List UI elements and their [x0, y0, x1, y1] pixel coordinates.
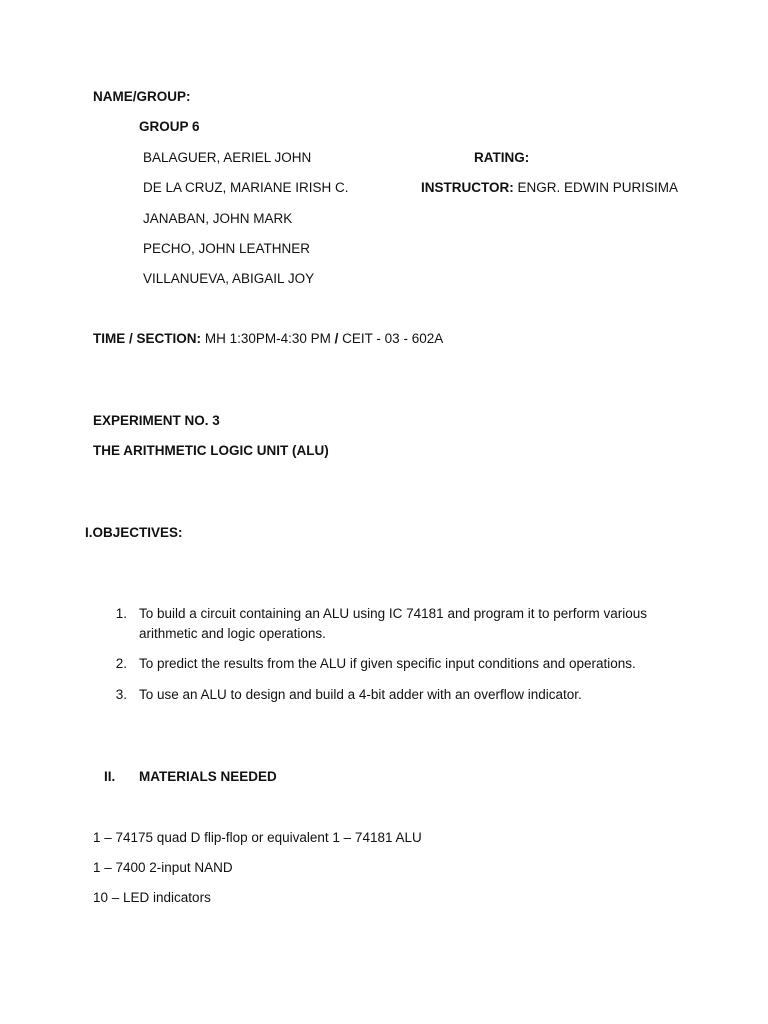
time-section-separator: / [334, 331, 339, 346]
rating-label: RATING: [474, 150, 530, 165]
group-name: GROUP 6 [139, 119, 200, 134]
material-item: 1 – 74175 quad D flip-flop or equivalent 1 – 74181 ALU [93, 830, 422, 845]
material-item: 10 – LED indicators [93, 890, 211, 905]
experiment-title: THE ARITHMETIC LOGIC UNIT (ALU) [93, 443, 329, 458]
materials-marker: II. [104, 769, 116, 784]
instructor-line [421, 179, 678, 197]
instructor-value: ENGR. EDWIN PURISIMA [517, 180, 679, 195]
member-name: PECHO, JOHN LEATHNER [143, 241, 311, 256]
time-label: TIME [93, 331, 126, 346]
time-section-separator: / [129, 331, 133, 346]
list-marker: 3. [115, 687, 127, 702]
objective-item: To build a circuit containing an ALU using IC 74181 and program it to perform various arithmetic and logic operations. [139, 606, 648, 641]
section-label: SECTION: [136, 331, 202, 346]
list-marker: 1. [115, 606, 127, 621]
material-item: 1 – 7400 2-input NAND [93, 860, 233, 875]
instructor-label: INSTRUCTOR: [421, 180, 514, 195]
section-value: CEIT - 03 - 602A [342, 331, 444, 346]
time-value: MH 1:30PM-4:30 PM [204, 331, 331, 346]
member-name: DE LA CRUZ, MARIANE IRISH C. [143, 180, 349, 195]
member-name: VILLANUEVA, ABIGAIL JOY [143, 271, 315, 286]
member-name: JANABAN, JOHN MARK [143, 211, 293, 226]
objective-item: To predict the results from the ALU if given specific input conditions and operations. [139, 656, 636, 671]
time-section-line [93, 330, 443, 348]
objectives-heading: I.OBJECTIVES: [85, 525, 183, 540]
member-name: BALAGUER, AERIEL JOHN [143, 150, 312, 165]
experiment-number: EXPERIMENT NO. 3 [93, 413, 220, 428]
name-group-label: NAME/GROUP: [93, 89, 191, 104]
objective-item: To use an ALU to design and build a 4-bit adder with an overflow indicator. [139, 687, 582, 702]
list-marker: 2. [115, 656, 127, 671]
materials-heading: MATERIALS NEEDED [139, 769, 277, 784]
